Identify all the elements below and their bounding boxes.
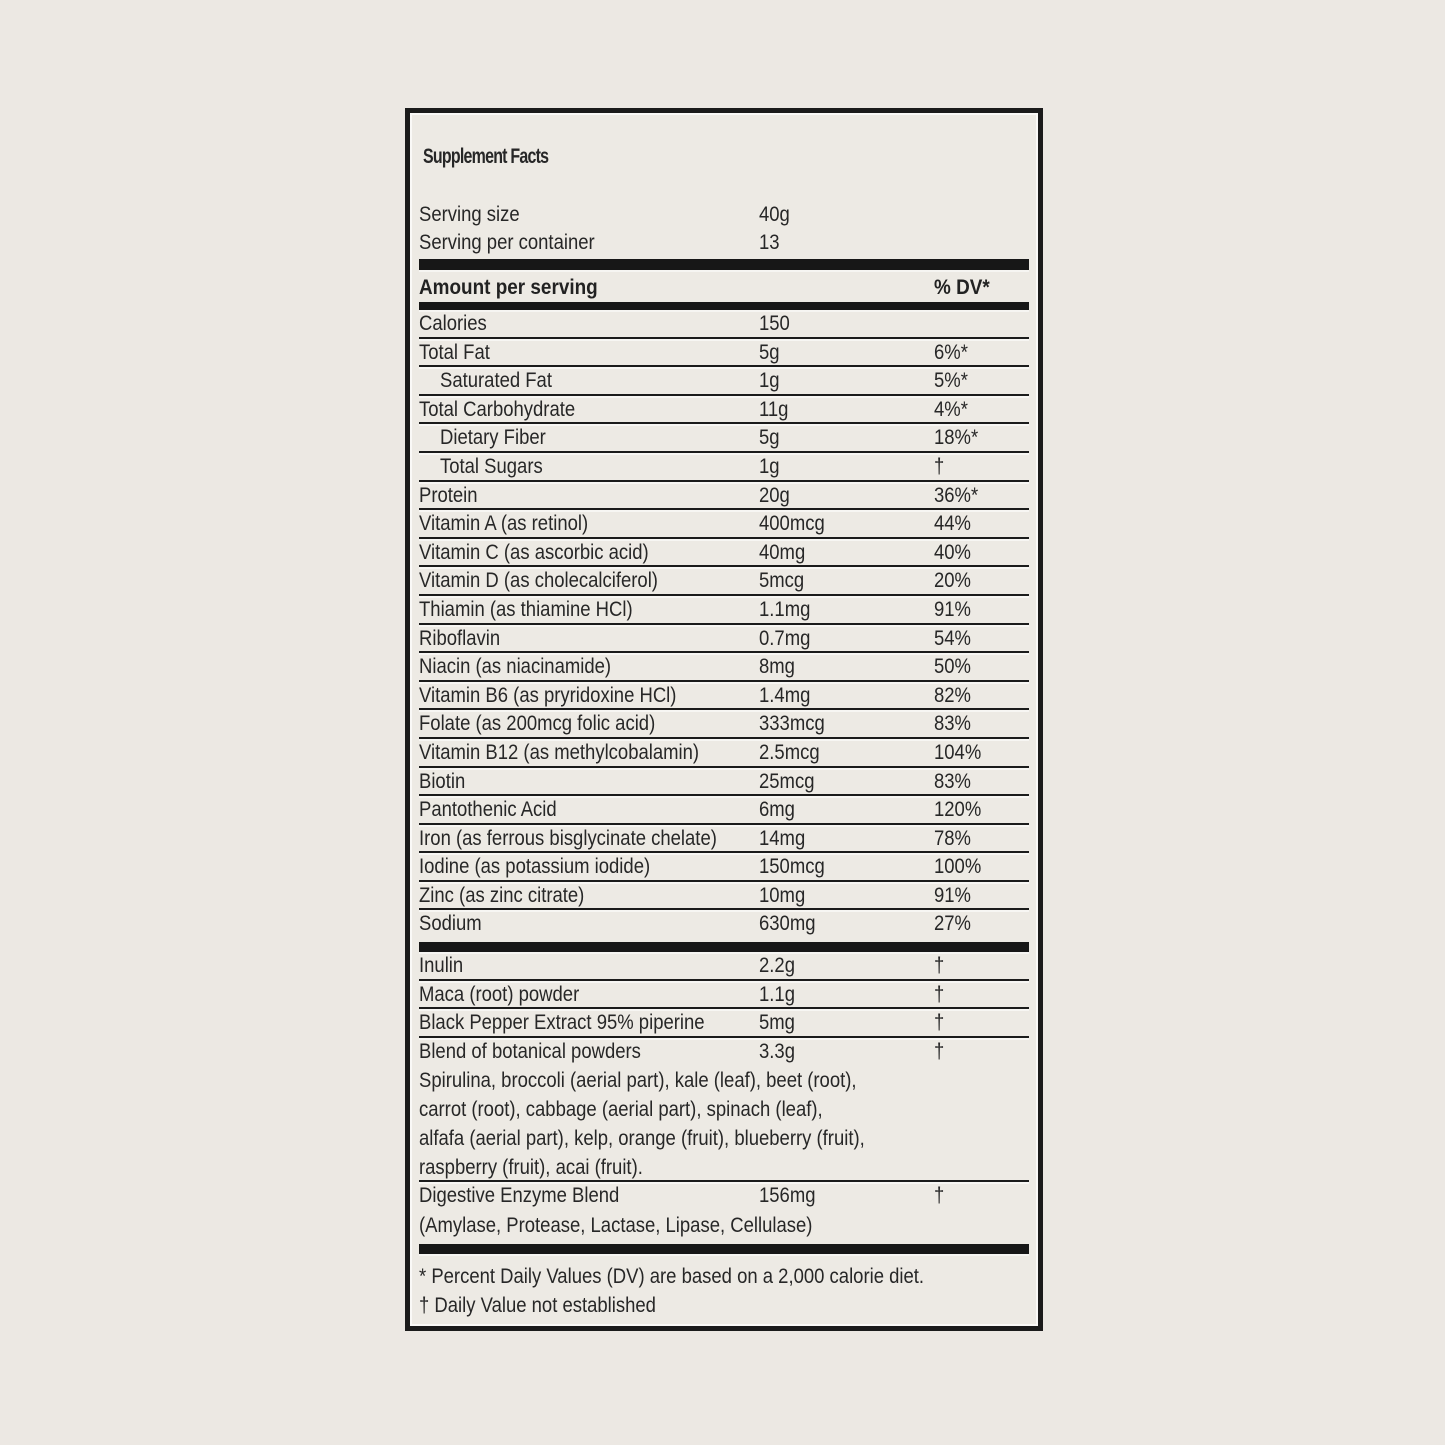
row-dv: 91% [934,883,971,907]
other-ingredients-table [419,952,1029,1240]
row-amount: 150 [759,312,790,335]
row-amount: 400mcg [759,512,825,536]
row-dv: † [934,954,945,978]
table-row [419,825,1029,854]
amount-per-serving-header: Amount per serving [419,275,598,299]
row-name: Niacin (as niacinamide) [419,655,612,679]
row-amount: 8mg [759,655,795,679]
row-dv: 18%* [934,426,979,450]
row-dv: 83% [934,712,971,736]
row-dv: † [934,1011,945,1035]
row-dv: † [934,1184,945,1208]
row-dv: 91% [934,597,971,621]
row-amount: 1.1g [759,982,795,1006]
row-dv: 82% [934,683,971,707]
table-row [419,653,1029,682]
row-dv: † [934,1039,945,1063]
serving-row-name: Serving size [419,203,520,226]
row-amount: 0.7mg [759,626,811,650]
thick-divider-top [419,259,1029,270]
row-note-line: carrot (root), cabbage (aerial part), spinach (leaf), [419,1098,823,1122]
table-row [419,882,1029,911]
row-dv: † [934,454,945,478]
row-note-line: (Amylase, Protease, Lactase, Lipase, Cellulase) [419,1214,813,1238]
table-row [419,796,1029,825]
footnotes [419,1262,1029,1320]
row-amount: 5g [759,340,780,364]
table-row [419,424,1029,453]
row-dv: 5%* [934,369,968,393]
row-name: Zinc (as zinc citrate) [419,883,585,907]
row-amount: 156mg [759,1184,816,1208]
row-dv: 4%* [934,397,968,421]
row-amount: 40mg [759,540,806,564]
row-amount: 5g [759,426,780,450]
row-amount: 5mcg [759,569,805,593]
row-name: Biotin [419,769,466,793]
row-amount: 630mg [759,912,816,936]
row-name: Vitamin D (as cholecalciferol) [419,569,658,593]
row-dv: 6%* [934,340,968,364]
table-row [419,981,1029,1010]
serving-info [419,201,1029,257]
row-name: Saturated Fat [440,369,552,393]
row-amount: 1.1mg [759,597,811,621]
table-row [419,539,1029,568]
row-amount: 1g [759,454,780,478]
row-dv: 20% [934,569,971,593]
row-name: Riboflavin [419,626,501,650]
row-dv: 27% [934,912,971,936]
row-dv: 104% [934,740,982,764]
row-note-line: raspberry (fruit), acai (fruit). [419,1153,1029,1182]
table-row [419,853,1029,882]
row-name: Protein [419,483,478,507]
row-dv: 78% [934,826,971,850]
row-name: Iron (as ferrous bisglycinate chelate) [419,826,717,850]
table-row [419,739,1029,768]
row-name: Pantothenic Acid [419,798,557,822]
row-dv: † [934,982,945,1006]
table-row [419,768,1029,797]
row-name: Vitamin A (as retinol) [419,512,589,536]
row-dv: 100% [934,855,982,879]
row-amount: 20g [759,483,790,507]
serving-row [419,229,1029,257]
table-row [419,1009,1029,1038]
row-dv: 40% [934,540,971,564]
table-row [419,396,1029,425]
row-dv: 83% [934,769,971,793]
row-amount: 11g [759,397,789,421]
table-row [419,339,1029,368]
row-amount: 150mcg [759,855,825,879]
row-name: Vitamin B12 (as methylcobalamin) [419,740,700,764]
row-name: Thiamin (as thiamine HCl) [419,597,633,621]
table-row [419,482,1029,511]
thick-divider-bottom [419,1244,1029,1254]
row-note-line: Spirulina, broccoli (aerial part), kale (leaf), beet (root), [419,1069,857,1093]
row-amount: 1.4mg [759,683,811,707]
row-amount: 14mg [759,826,806,850]
table-row [419,682,1029,711]
row-name: Total Sugars [440,454,543,478]
serving-row-name: Serving per container [419,231,595,254]
row-dv: 54% [934,626,971,650]
supplement-facts-label [405,108,1043,1331]
table-row [419,567,1029,596]
row-name: Dietary Fiber [440,426,546,450]
row-name: Maca (root) powder [419,982,580,1006]
row-name: Blend of botanical powders [419,1039,641,1063]
row-dv: 120% [934,798,982,822]
nutrient-table [419,310,1029,939]
thick-divider-middle [419,942,1029,952]
row-amount: 2.5mcg [759,740,820,764]
dv-header: % DV* [934,275,990,299]
table-row [419,1182,1029,1211]
row-name: Total Carbohydrate [419,397,576,421]
table-row [419,510,1029,539]
table-row [419,453,1029,482]
row-name: Total Fat [419,340,490,364]
table-row [419,1038,1029,1067]
row-name: Vitamin C (as ascorbic acid) [419,540,649,564]
row-name: Calories [419,312,487,335]
row-name: Digestive Enzyme Blend [419,1184,620,1208]
table-row [419,596,1029,625]
table-row [419,710,1029,739]
label-title-text: Supplement Facts [423,145,549,168]
row-amount: 1g [759,369,780,393]
table-row [419,910,1029,939]
footnote: † Daily Value not established [419,1294,656,1318]
row-amount: 25mcg [759,769,815,793]
row-amount: 5mg [759,1011,795,1035]
row-dv: 36%* [934,483,979,507]
row-amount: 2.2g [759,954,795,978]
row-amount: 3.3g [759,1039,795,1063]
serving-row [419,201,1029,229]
row-name: Vitamin B6 (as pryridoxine HCl) [419,683,677,707]
row-dv: 50% [934,655,971,679]
label-title [419,113,1029,201]
footnote: * Percent Daily Values (DV) are based on a 2,000 calorie diet. [419,1265,925,1289]
table-row [419,310,1029,339]
row-amount: 6mg [759,798,795,822]
row-dv: 44% [934,512,971,536]
row-name: Sodium [419,912,482,936]
row-amount: 10mg [759,883,806,907]
serving-row-value: 40g [759,203,790,226]
row-name: Iodine (as potassium iodide) [419,855,651,879]
table-row [419,367,1029,396]
row-name: Inulin [419,954,464,978]
row-name: Black Pepper Extract 95% piperine [419,1011,705,1035]
column-header-row [419,270,1029,302]
serving-row-value: 13 [759,231,780,254]
row-amount: 333mcg [759,712,825,736]
table-row [419,625,1029,654]
table-row [419,952,1029,981]
row-name: Folate (as 200mcg folic acid) [419,712,656,736]
row-note-line: alfafa (aerial part), kelp, orange (fruit), blueberry (fruit), [419,1127,865,1151]
